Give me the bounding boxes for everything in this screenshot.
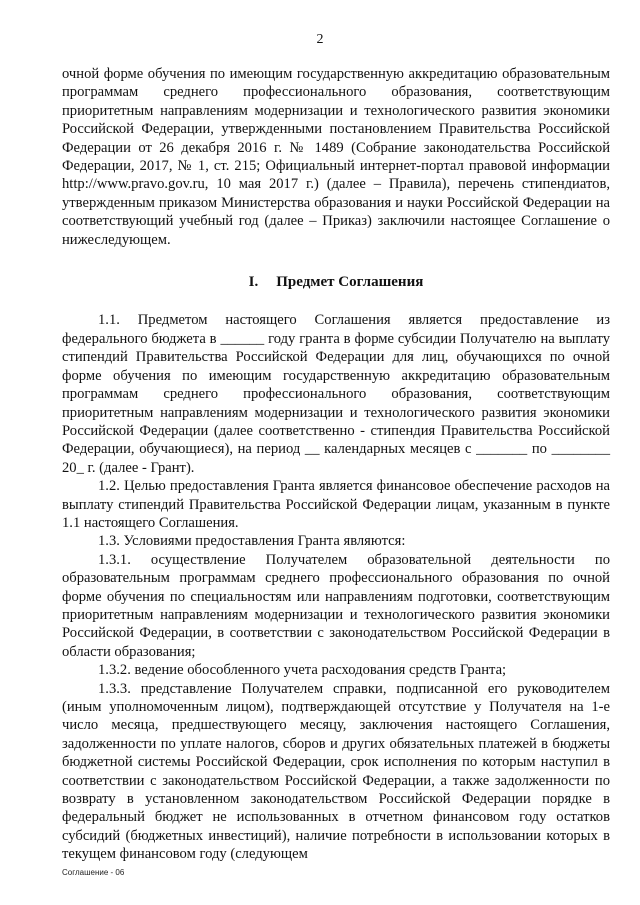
paragraph-1-2: 1.2. Целью предоставления Гранта является финансовое обеспечение расходов на выплату стипендий Правительства Российской Федерации лицам, указанным в пункте 1.1 настоящего Соглашения. (62, 478, 610, 531)
document-footer: Соглашение - 06 (62, 868, 125, 877)
section-number: I. (248, 274, 259, 291)
paragraph-1-3-3: 1.3.3. представление Получателем справки, подписанной его руководителем (иным уполномоченным лицом), подтверждающей отсутствие у Получателя на 1-е число месяца, предшествующего месяцу, заключения настоящего Соглашения, задолженности по уплате налогов, сборов и других обязательных платежей в бюджеты бюджетной системы Российской Федерации, срок исполнения по которым наступил в соответствии с законодательством Российской Федерации, а также задолженности по возврату в установленном законодательством Российской Федерации порядке в федеральный бюджет не использованных в отчетном финансовом году остатков субсидий (бюджетных инвестиций), наличие потребности в использовании которых в текущем финансовом году (следующем (62, 680, 610, 863)
page-number: 2 (316, 32, 324, 47)
intro-paragraph: очной форме обучения по имеющим государственную аккредитацию образовательным программам среднего профессионального образования, соответствующим приоритетным направлениям модернизации и технологического развития экономики Российской Федерации, утвержденными постановлением Правительства Российской Федерации от 26 декабря 2016 г. № 1489 (Собрание законодательства Российской Федерации, 2017, № 1, ст. 215; Официальный интернет-портал правовой информации http://www.pravo.gov.ru, 10 мая 2017 г.) (далее – Правила), перечень стипендиатов, утвержденным приказом Министерства образования и науки Российской Федерации на соответствующий учебный год (далее – Приказ) заключили настоящее Соглашение о нижеследующем. (62, 66, 610, 248)
section-heading (62, 273, 610, 291)
document-body (62, 65, 610, 864)
section-title: Предмет Соглашения (276, 274, 424, 291)
paragraph-1-3-1: 1.3.1. осуществление Получателем образовательной деятельности по образовательным программам среднего профессионального образования по очной форме обучения по специальностям или направлениям подготовки, соответствующим приоритетным направлениям модернизации и технологического развития экономики Российской Федерации, в соответствии с законодательством Российской Федерации в области образования; (62, 551, 610, 660)
paragraph-1-3: 1.3. Условиями предоставления Гранта являются: (98, 533, 406, 550)
paragraph-1-1: 1.1. Предметом настоящего Соглашения является предоставление из федерального бюджета в ______ году гранта в форме субсидии Получателю на выплату стипендий Правительства Российской Федерации для лиц, обучающихся по очной форме обучения по имеющим государственную аккредитацию образовательным программам среднего профессионального образования, соответствующим приоритетным направлениям модернизации и технологического развития экономики Российской Федерации (далее соответственно - стипендия Правительства Российской Федерации, обучающиеся), на период __ календарных месяцев с _______ по ________ 20_ г. (далее - Грант). (62, 312, 610, 476)
paragraph-1-3-2: 1.3.2. ведение обособленного учета расходования средств Гранта; (98, 662, 507, 679)
